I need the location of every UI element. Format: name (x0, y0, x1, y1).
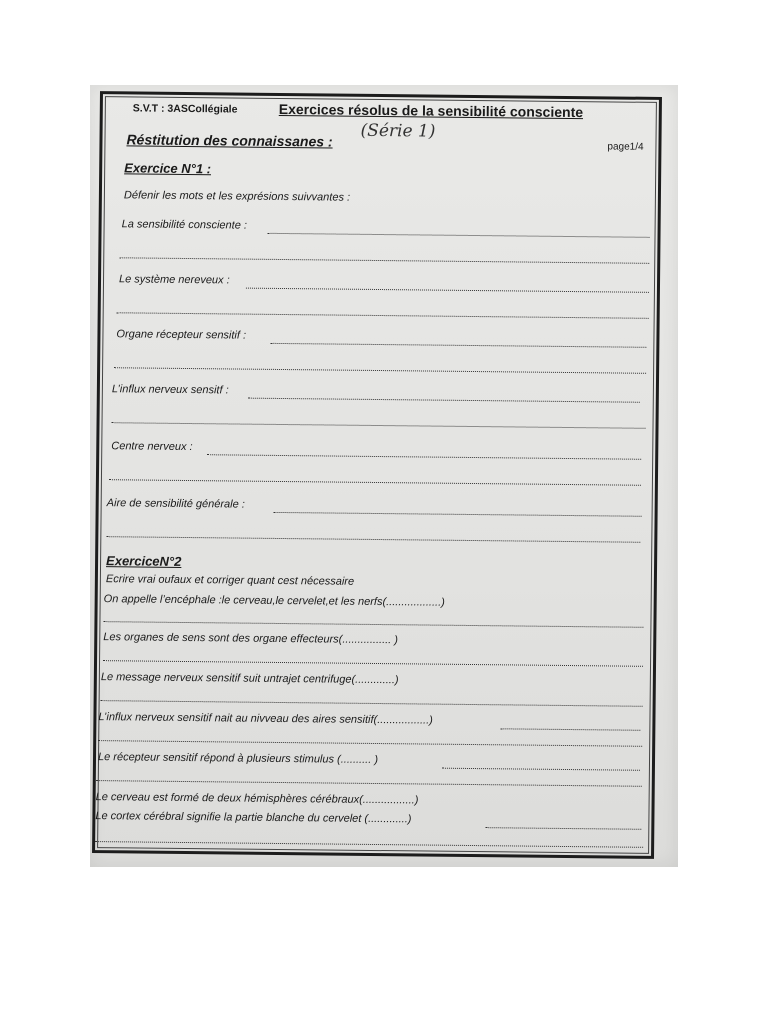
answer-dots (117, 312, 649, 319)
term-organe-recepteur: Organe récepteur sensitif : (116, 328, 247, 342)
answer-dots (96, 780, 642, 787)
exercise-2-title: ExerciceN°2 (106, 553, 182, 569)
statement-3: Le message nerveux sensitif suit untrajet centrifuge(.............) (100, 671, 399, 687)
worksheet-content (95, 94, 659, 856)
statement-6: Le cerveau est formé de deux hémisphères cérébraux(.................) (95, 791, 419, 807)
exercise-1-title: Exercice N°1 : (124, 160, 212, 177)
answer-dots (500, 728, 640, 730)
term-centre-nerveux: Centre nerveux : (111, 440, 193, 454)
answer-dots (246, 288, 649, 293)
answer-dots (485, 827, 641, 830)
answer-dots (101, 700, 643, 707)
worksheet-title: Exercices résolus de la sensibilité consciente (278, 100, 584, 121)
class-level: S.V.T : 3ASCollégiale (132, 102, 238, 116)
answer-dots (274, 512, 642, 517)
exercise-1-instruction: Défenir les mots et les exprésions suivvantes : (123, 189, 351, 204)
statement-5: Le récepteur sensitif répond à plusieurs stimulus (.......... ) (97, 751, 379, 767)
answer-dots (103, 621, 643, 628)
answer-dots (119, 257, 649, 264)
answer-dots (112, 422, 646, 429)
answer-dots (98, 740, 642, 747)
term-systeme-nerveux: Le système nereveux : (118, 273, 230, 287)
term-aire-sensibilite: Aire de sensibilité générale : (106, 497, 245, 511)
page-number: page1/4 (607, 141, 644, 153)
answer-dots (268, 233, 650, 238)
answer-dots (207, 454, 641, 460)
answer-dots (442, 768, 640, 771)
handwritten-series-note: (Série 1) (360, 120, 436, 142)
statement-2: Les organes de sens sont des organe effecteurs(................ ) (103, 631, 399, 647)
statement-7: Le cortex cérébral signifie la partie blanche du cervelet (.............) (95, 810, 412, 826)
statement-4: L’influx nerveux sensitif nait au nivveau des aires sensitif(.................) (98, 711, 433, 727)
section-title: Réstitution des connaissanes : (126, 131, 333, 150)
answer-dots (103, 660, 643, 667)
answer-dots (270, 343, 646, 348)
answer-dots (95, 841, 643, 848)
term-influx-nerveux: L’influx nerveux sensitf : (111, 383, 229, 397)
statement-1: On appelle l’encéphale :le cerveau,le cervelet,et les nerfs(..................) (103, 593, 445, 609)
answer-dots (114, 367, 646, 374)
exercise-2-instruction: Ecrire vrai oufaux et corriger quant cest nécessaire (105, 573, 355, 588)
answer-dots (109, 479, 641, 486)
term-sensibilite-consciente: La sensibilité consciente : (121, 218, 248, 232)
answer-dots (248, 398, 640, 403)
worksheet-frame (92, 91, 662, 859)
answer-dots (106, 536, 640, 543)
